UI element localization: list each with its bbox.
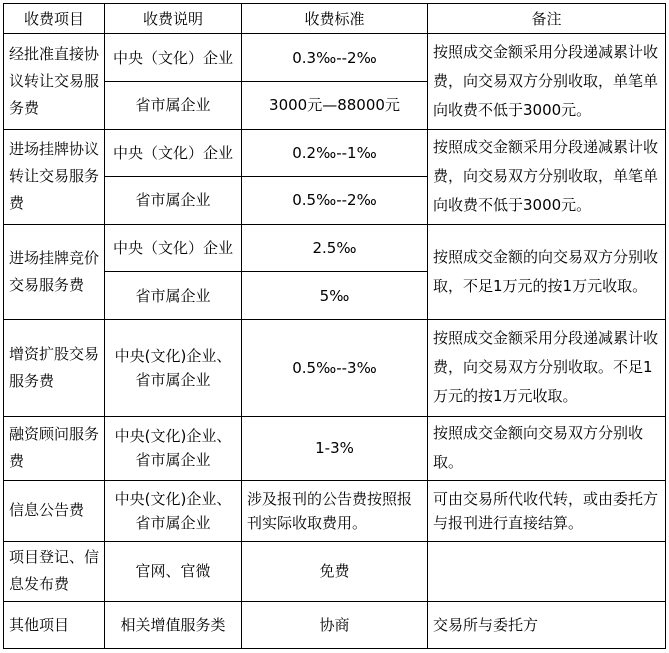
note-cell: 按照成交金额采用分段递减累计收费，向交易双方分别收取，单笔单向收费不低于3000元。: [428, 129, 666, 224]
item-name-cell: 项目登记、信息发布费: [4, 541, 105, 602]
table-row: [4, 541, 666, 602]
desc-cell: 中央（文化）企业: [105, 129, 242, 177]
table-row: [4, 129, 666, 177]
standard-cell: 2.5‰: [242, 224, 428, 272]
note-cell: 按照成交金额采用分段递减累计收费，向交易双方分别收取。不足1万元的按1万元收取。: [428, 319, 666, 416]
header-cell: 备注: [428, 4, 666, 34]
table-row: [4, 224, 666, 272]
desc-cell: 省市属企业: [105, 272, 242, 320]
header-cell: 收费标准: [242, 4, 428, 34]
desc-cell: 官网、官微: [105, 541, 242, 602]
desc-cell: 中央(文化)企业、省市属企业: [105, 417, 242, 481]
desc-cell: 中央（文化）企业: [105, 34, 242, 82]
standard-cell: 0.5‰--3‰: [242, 319, 428, 416]
table-row: [4, 480, 666, 541]
standard-cell: 5‰: [242, 272, 428, 320]
desc-cell: 中央(文化)企业、省市属企业: [105, 480, 242, 541]
note-cell: 按照成交金额向交易双方分别收取。: [428, 417, 666, 481]
header-cell: 收费项目: [4, 4, 105, 34]
table-row: [4, 319, 666, 416]
desc-cell: 省市属企业: [105, 81, 242, 129]
header-cell: 收费说明: [105, 4, 242, 34]
item-name-cell: 融资顾问服务费: [4, 417, 105, 481]
table-row: [4, 602, 666, 649]
table-row: [4, 34, 666, 82]
item-name-cell: 经批准直接协议转让交易服务费: [4, 34, 105, 129]
desc-cell: 中央(文化)企业、省市属企业: [105, 319, 242, 416]
standard-cell: 3000元—88000元: [242, 81, 428, 129]
item-name-cell: 进场挂牌竞价交易服务费: [4, 224, 105, 319]
note-cell: 交易所与委托方: [428, 602, 666, 649]
standard-cell: 涉及报刊的公告费按照报刊实际收取费用。: [242, 480, 428, 541]
standard-cell: 协商: [242, 602, 428, 649]
note-cell: [428, 541, 666, 602]
desc-cell: 相关增值服务类: [105, 602, 242, 649]
standard-cell: 免费: [242, 541, 428, 602]
note-cell: 按照成交金额采用分段递减累计收费，向交易双方分别收取，单笔单向收费不低于3000元。: [428, 34, 666, 129]
item-name-cell: 进场挂牌协议转让交易服务费: [4, 129, 105, 224]
header-row: [4, 4, 666, 34]
standard-cell: 1-3%: [242, 417, 428, 481]
item-name-cell: 增资扩股交易服务费: [4, 319, 105, 416]
fee-table: [3, 3, 666, 649]
standard-cell: 0.5‰--2‰: [242, 177, 428, 225]
table-row: [4, 417, 666, 481]
desc-cell: 省市属企业: [105, 177, 242, 225]
standard-cell: 0.3‰--2‰: [242, 34, 428, 82]
standard-cell: 0.2‰--1‰: [242, 129, 428, 177]
item-name-cell: 其他项目: [4, 602, 105, 649]
item-name-cell: 信息公告费: [4, 480, 105, 541]
note-cell: 按照成交金额的向交易双方分别收取，不足1万元的按1万元收取。: [428, 224, 666, 319]
note-cell: 可由交易所代收代转，或由委托方与报刊进行直接结算。: [428, 480, 666, 541]
desc-cell: 中央（文化）企业: [105, 224, 242, 272]
